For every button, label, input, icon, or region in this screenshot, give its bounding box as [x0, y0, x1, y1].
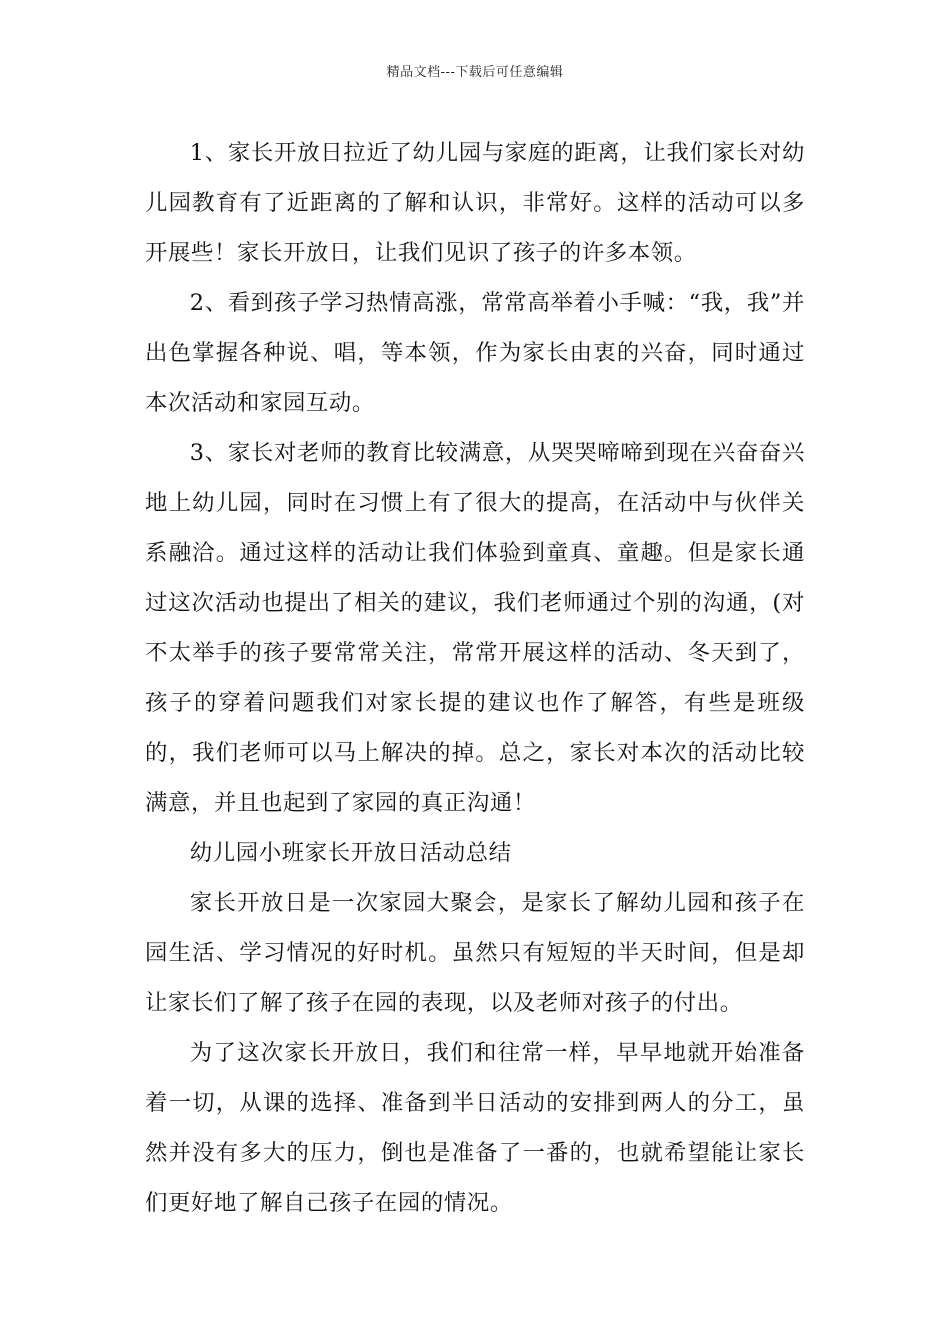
- paragraph-summary-intro: 家长开放日是一次家园大聚会，是家长了解幼儿园和孩子在园生活、学习情况的好时机。虽然只有短短的半天时间，但是却让家长们了解了孩子在园的表现，以及老师对孩子的付出。: [145, 890, 805, 1016]
- paragraph-feedback-3: 3、家长对老师的教育比较满意，从哭哭啼啼到现在兴奋奋兴地上幼儿园，同时在习惯上有了很大的提高，在活动中与伙伴关系融洽。通过这样的活动让我们体验到童真、童趣。但是家长通过这次活动也提出了相关的建议，我们老师通过个别的沟通，(对不太举手的孩子要常常关注，常常开展这样的活动、冬天到了，孩子的穿着问题我们对家长提的建议也作了解答，有些是班级的，我们老师可以马上解决的掉。总之，家长对本次的活动比较满意，并且也起到了家园的真正沟通！: [145, 440, 805, 816]
- paragraph-summary-preparation: 为了这次家长开放日，我们和往常一样，早早地就开始准备着一切，从课的选择、准备到半日活动的安排到两人的分工，虽然并没有多大的压力，倒也是准备了一番的，也就希望能让家长们更好地了解自己孩子在园的情况。: [145, 1040, 805, 1216]
- section-title: 幼儿园小班家长开放日活动总结: [189, 840, 512, 866]
- paragraph-feedback-2: 2、看到孩子学习热情高涨，常常高举着小手喊：“我，我”并出色掌握各种说、唱，等本领，作为家长由衷的兴奋，同时通过本次活动和家园互动。: [145, 290, 805, 416]
- page-header: 精品文档---下载后可任意编辑: [386, 65, 564, 80]
- paragraph-feedback-1: 1、家长开放日拉近了幼儿园与家庭的距离，让我们家长对幼儿园教育有了近距离的了解和认识，非常好。这样的活动可以多开展些！家长开放日，让我们见识了孩子的许多本领。: [145, 140, 805, 266]
- document-body: [145, 128, 805, 1228]
